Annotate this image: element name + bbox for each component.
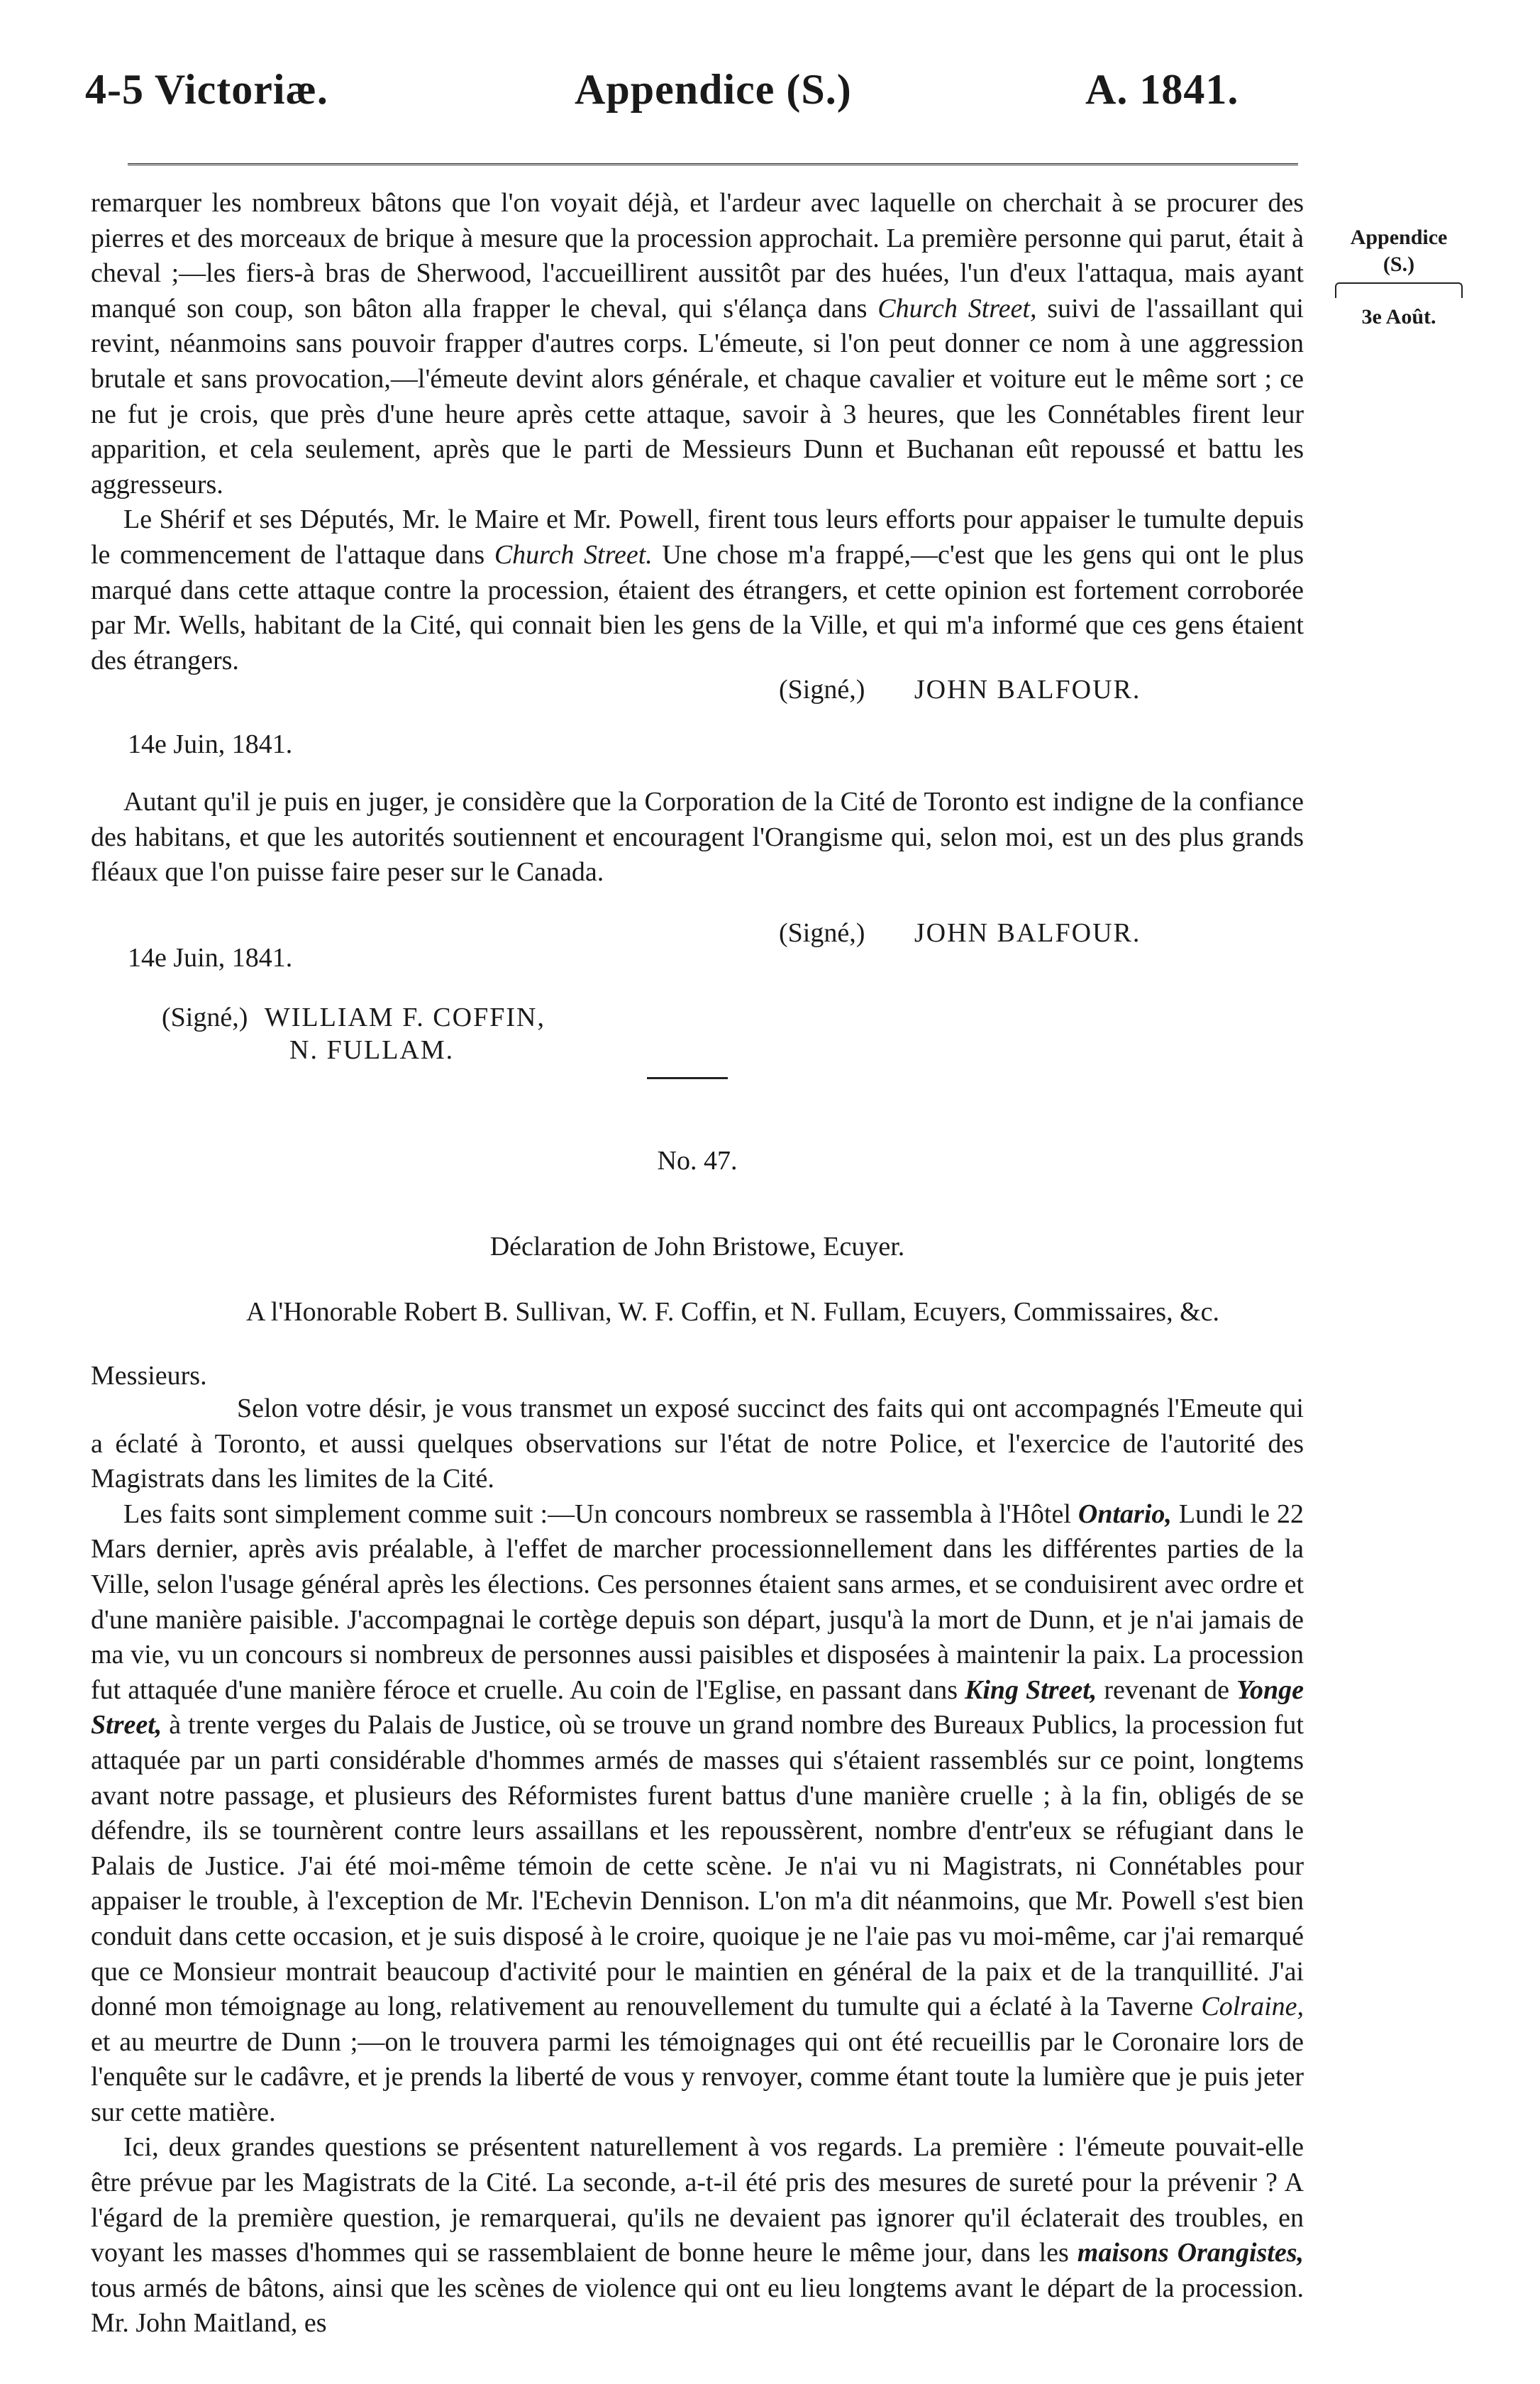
signe-label: (Signé,) xyxy=(779,918,865,948)
document-title: Déclaration de John Bristowe, Ecuyer. xyxy=(489,1232,905,1262)
para5-yonge-street: Yonge Street, xyxy=(91,1674,1304,1740)
signer-name-fullam: N. FULLAM. xyxy=(289,1035,455,1065)
para5-hotel: Ontario, xyxy=(1078,1499,1172,1529)
margin-brace xyxy=(1335,282,1463,298)
signature-date-2: 14e Juin, 1841. xyxy=(128,943,293,973)
signature-block-2 xyxy=(779,917,1141,949)
para1-street: Church Street, xyxy=(877,293,1037,324)
section-rule xyxy=(647,1077,728,1079)
letter-body xyxy=(91,1391,1304,2341)
para5-taverne: Colraine, xyxy=(1201,1992,1304,2022)
signer-name: JOHN BALFOUR. xyxy=(914,918,1141,948)
running-header xyxy=(85,65,1334,122)
para3-text: Autant qu'il je puis en juger, je considère que la Corporation de la Cité de Toronto est indigne de la confiance des habitans, et que les autorités soutiennent et encouragent l'Orangisme qui, selon moi, est un des plus grands fléaux que l'on puisse faire peser sur le Canada. xyxy=(91,787,1304,888)
signe-label: (Signé,) xyxy=(779,675,865,705)
header-left: 4-5 Victoriæ. xyxy=(85,66,328,113)
margin-note-s: (S.) xyxy=(1383,253,1415,276)
margin-note-appendice: Appendice xyxy=(1350,226,1448,249)
para5-text-d: à trente verges du Palais de Justice, où se trouve un grand nombre des Bureaux Publics, la procession fut attaquée par un parti considérable d'hommes armés de masses qui s'étaient rassemblés sur ce point, longtems avant notre passage, et plusieurs des Réformistes furent battus d'une manière cruelle ; à la fin, obligés de se défendre, ils se tournèrent contre leurs assaillans et les repoussèrent, nombre d'entr'eux se réfugiant dans le Palais de Justice. J'ai été moi-même témoin de cette scène. Je n'ai vu ni Magistrats, ni Connétables pour appaiser le trouble, à l'exception de Mr. l'Echevin Dennison. L'on m'a dit néanmoins, que Mr. Powell s'est bien conduit dans cette occasion, et je suis disposé à le croire, quoique je ne l'aie pas vu moi-même, car j'ai remarqué que ce Monsieur montrait beaucoup d'activité pour le maintien en général de la paix et de la tranquillité. J'ai donné mon témoignage au long, relativement au renouvellement du tumulte qui a éclaté à la Taverne xyxy=(91,1710,1304,2022)
para5-text-a: Les faits sont simplement comme suit :—Un concours nombreux se rassembla à l'Hôtel xyxy=(123,1499,1078,1529)
para5-text-c: revenant de xyxy=(1097,1674,1236,1705)
paragraph-opinion xyxy=(91,785,1304,890)
salutation: Messieurs. xyxy=(91,1361,207,1391)
para2-text-a: Le Shérif et ses Députés, Mr. le Maire et Mr. Powell, firent tous leurs efforts pour appaiser le tumulte depuis le commencement de l'attaque dans xyxy=(91,504,1304,570)
signature-date-1: 14e Juin, 1841. xyxy=(128,729,293,759)
para2-street: Church Street. xyxy=(494,539,653,570)
signe-label: (Signé,) xyxy=(162,1003,248,1032)
para6-text-a: Ici, deux grandes questions se présentent naturellement à vos regards. La première : l'émeute pouvait-elle être prévue par les Magistrats de la Cité. La seconde, a-t-il été pris des mesures de sureté pour la prévenir ? A l'égard de la première question, je remarquerai, qu'ils ne devaient pas ignorer qu'il éclaterait des troubles, en voyant les masses d'hommes qui se rassemblaient de bonne heure le même jour, dans les xyxy=(91,2132,1304,2268)
header-rule xyxy=(128,163,1298,165)
para5-king-street: King Street, xyxy=(965,1674,1097,1705)
signer-name-coffin: WILLIAM F. COFFIN, xyxy=(264,1003,545,1032)
header-center: Appendice (S.) xyxy=(575,66,852,113)
para5-text-b: Lundi le 22 Mars dernier, après avis préalable, à l'effet de marcher processionnellement dans les différentes parties de la Ville, selon l'usage général après les élections. Ces personnes étaient sans armes, et se conduisirent avec ordre et d'une manière paisible. J'accompagnai le cortège depuis son départ, jusqu'à la mort de Dunn, et je n'ai jamais de ma vie, vu un concours si nombreux de personnes aussi paisibles et disposées à maintenir la paix. La procession fut attaquée d'une manière féroce et cruelle. Au coin de l'Eglise, en passant dans xyxy=(91,1499,1304,1705)
para2-text-b: Une chose m'a frappé,—c'est que les gens qui ont le plus marqué dans cette attaque contre la procession, étaient des étrangers, et cette opinion est fortement corroborée par Mr. Wells, habitant de la Cité, qui connait bien les gens de la Ville, et qui m'a informé que ces gens étaient des étrangers. xyxy=(91,539,1304,675)
para1-text-a: remarquer les nombreux bâtons que l'on voyait déjà, et l'ardeur avec laquelle on cherchait à se procurer des pierres et des morceaux de brique à mesure que la procession approchait. La première personne qui parut, était à cheval ;—les fiers-à bras de Sherwood, l'accueillirent aussitôt par des huées, l'un d'eux l'attaqua, mais ayant manqué son coup, son bâton alla frapper le cheval, qui s'élança dans xyxy=(91,188,1304,324)
para6-maisons: maisons Orangistes, xyxy=(1077,2238,1304,2268)
signer-name: JOHN BALFOUR. xyxy=(914,675,1141,705)
margin-note xyxy=(1328,224,1470,331)
para6-text-b: tous armés de bâtons, ainsi que les scènes de violence qui ont eu lieu longtems avant le départ de la procession. Mr. John Maitland, es xyxy=(91,2273,1304,2339)
para1-text-b: suivi de l'assaillant qui revint, néanmoins sans pouvoir frapper d'autres corps. L'émeute, si l'on peut donner ce nom à une aggression brutale et sans provocation,—l'émeute devint alors générale, et chaque cavalier et voiture eut le même sort ; ce ne fut je crois, que près d'une heure après cette attaque, savoir à 3 heures, que les Connétables firent leur apparition, et cela seulement, après que le parti de Messieurs Dunn et Buchanan eût repoussé et battu les aggresseurs. xyxy=(91,293,1304,500)
paragraph-continued xyxy=(91,186,1304,678)
para5-text-e: et au meurtre de Dunn ;—on le trouvera parmi les témoignages qui ont été recueillis par le Coronaire lors de l'enquête sur le cadâvre, et je prends la liberté de vous y renvoyer, comme étant toute la lumière que je puis jeter sur cette matière. xyxy=(91,2026,1304,2127)
margin-note-date: 3e Août. xyxy=(1361,305,1436,329)
document-number: No. 47. xyxy=(657,1146,738,1176)
signature-block-3 xyxy=(162,1002,545,1033)
address-line: A l'Honorable Robert B. Sullivan, W. F. Coffin, et N. Fullam, Ecuyers, Commissaires, &c. xyxy=(245,1297,1220,1327)
signature-block-1 xyxy=(779,674,1141,705)
para4-text: Selon votre désir, je vous transmet un exposé succinct des faits qui ont accompagnés l'Emeute qui a éclaté à Toronto, et aussi quelques observations sur l'état de notre Police, et l'exercice de l'autorité des Magistrats dans les limites de la Cité. xyxy=(91,1394,1304,1494)
header-right: A. 1841. xyxy=(1085,66,1239,113)
